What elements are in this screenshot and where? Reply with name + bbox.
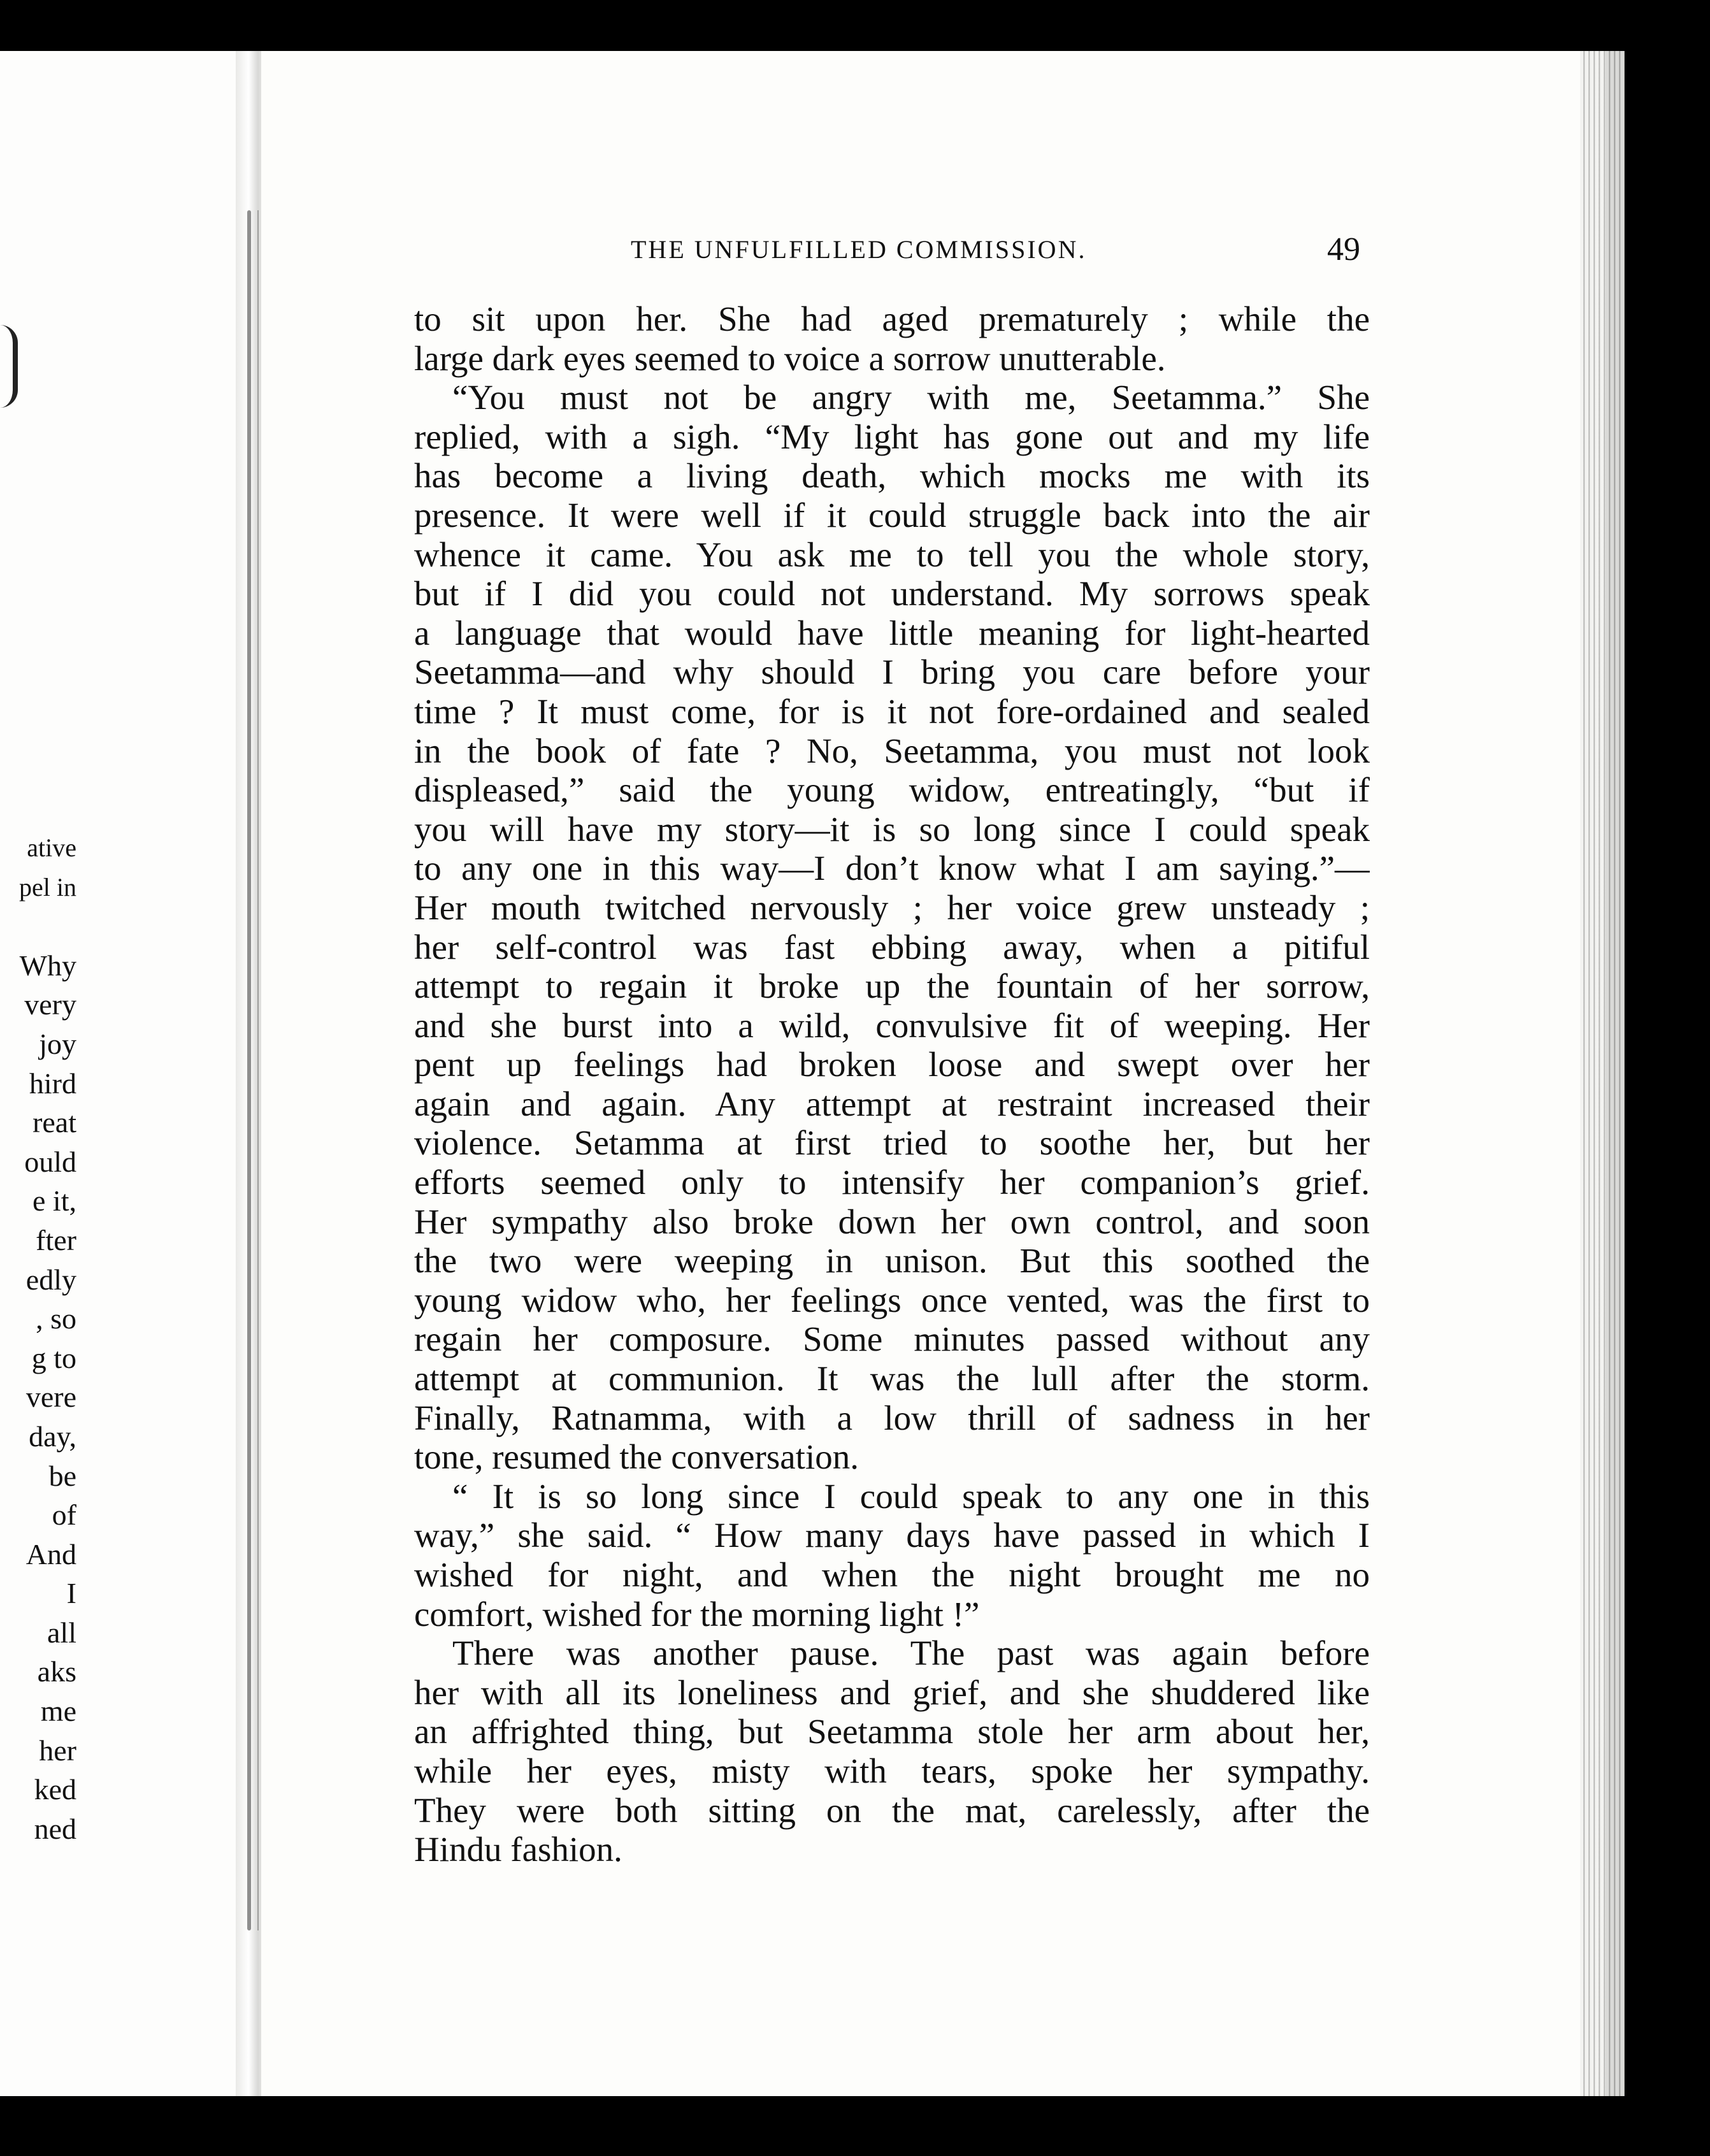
text-line: but if I did you could not understand. My sorrows speak: [414, 574, 1370, 614]
text-line: to any one in this way—I don’t know what I am saying.”—: [414, 849, 1370, 888]
text-line: her with all its loneliness and grief, and she shuddered like: [414, 1672, 1370, 1712]
left-page-fragment: ative: [27, 833, 76, 862]
text-line: a language that would have little meaning for light-hearted: [414, 613, 1370, 652]
text-line: wished for night, and when the night brought me no: [414, 1555, 1370, 1594]
left-page-fragment: vere: [25, 1381, 76, 1414]
left-page-fragment: all: [47, 1616, 76, 1649]
left-page-text-fragments: [0, 828, 76, 1848]
text-line: has become a living death, which mocks me with its: [414, 456, 1370, 496]
left-page-fragment: e it,: [32, 1184, 76, 1218]
left-page-fragment: ould: [24, 1145, 76, 1178]
text-line: There was another pause. The past was again before: [452, 1634, 1370, 1673]
text-line: “You must not be angry with me, Seetamma.” She: [452, 378, 1370, 417]
running-head: THE UNFULFILLED COMMISSION.: [631, 235, 1087, 264]
left-page-fragment: her: [39, 1734, 76, 1767]
text-line: replied, with a sigh. “My light has gone out and my life: [414, 417, 1370, 456]
page-stack-edge: [1580, 51, 1625, 2122]
left-page-fragment: , so: [36, 1302, 76, 1335]
left-page-fragment: Why: [19, 949, 76, 982]
left-page-fragment: day,: [29, 1419, 76, 1453]
left-page-fragment: me: [40, 1695, 76, 1728]
text-line: Hindu fashion.: [414, 1830, 622, 1869]
left-page-fragment: fter: [36, 1223, 76, 1256]
text-line: you will have my story—it is so long since I could speak: [414, 809, 1370, 849]
text-line: young widow who, her feelings once vented, was the first to: [414, 1280, 1370, 1319]
text-line: whence it came. You ask me to tell you the whole story,: [414, 535, 1370, 574]
scan-bottom-margin: [0, 2096, 1710, 2156]
text-line: tone, resumed the conversation.: [414, 1437, 859, 1477]
text-line: displeased,” said the young widow, entreatingly, “but if: [414, 770, 1370, 810]
text-line: time ? It must come, for is it not fore-ordained and sealed: [414, 691, 1370, 731]
left-page-fragment: pel in: [19, 872, 76, 902]
gutter-binding-edge: [257, 210, 259, 1930]
text-line: regain her composure. Some minutes passed without any: [414, 1319, 1370, 1359]
left-page-fragment: joy: [39, 1027, 76, 1060]
left-page-fragment: be: [48, 1459, 76, 1492]
body-text: [414, 299, 1370, 1869]
left-page-fragment: And: [25, 1537, 76, 1570]
text-line: They were both sitting on the mat, carelessly, after the: [414, 1790, 1370, 1830]
text-line: in the book of fate ? No, Seetamma, you must not look: [414, 731, 1370, 770]
left-page-fragment: of: [52, 1498, 76, 1532]
left-page-fragment: I: [66, 1577, 76, 1610]
left-page-fragment: very: [24, 988, 76, 1021]
text-line: and she burst into a wild, convulsive fit of weeping. Her: [414, 1005, 1370, 1045]
left-page-fragment: aks: [37, 1655, 76, 1688]
text-line: the two were weeping in unison. But this soothed the: [414, 1241, 1370, 1281]
left-page-fragment: ned: [34, 1812, 76, 1845]
page-number: 49: [1327, 231, 1360, 268]
left-page-fragment: [0, 907, 76, 946]
left-page-fragment: edly: [25, 1263, 76, 1296]
left-page-fragment: reat: [32, 1106, 76, 1139]
scan-right-margin: [1625, 51, 1710, 2156]
text-line: large dark eyes seemed to voice a sorrow unutterable.: [414, 338, 1166, 378]
left-page-fragment: hird: [29, 1067, 76, 1100]
text-line: presence. It were well if it could struggle back into the air: [414, 495, 1370, 535]
text-line: violence. Setamma at first tried to soothe her, but her: [414, 1123, 1370, 1163]
text-line: way,” she said. “ How many days have passed in which I: [414, 1516, 1370, 1555]
text-line: Her sympathy also broke down her own control, and soon: [414, 1202, 1370, 1241]
text-line: an affrighted thing, but Seetamma stole her arm about her,: [414, 1712, 1370, 1751]
text-line: comfort, wished for the morning light !”: [414, 1594, 980, 1634]
left-page-fragment: g to: [31, 1341, 76, 1374]
text-line: to sit upon her. She had aged prematurely ; while the: [414, 299, 1370, 338]
text-line: Her mouth twitched nervously ; her voice grew unsteady ;: [414, 888, 1370, 927]
text-line: pent up feelings had broken loose and swept over her: [414, 1045, 1370, 1084]
text-line: her self-control was fast ebbing away, when a pitiful: [414, 927, 1370, 967]
text-line: efforts seemed only to intensify her companion’s grief.: [414, 1163, 1370, 1202]
text-line: attempt to regain it broke up the fountain of her sorrow,: [414, 967, 1370, 1006]
text-line: Finally, Ratnamma, with a low thrill of sadness in her: [414, 1398, 1370, 1437]
text-line: attempt at communion. It was the lull after the storm.: [414, 1359, 1370, 1398]
text-line: Seetamma—and why should I bring you care before your: [414, 652, 1370, 692]
gutter-binding-shadow: [247, 210, 251, 1930]
text-line: again and again. Any attempt at restraint increased their: [414, 1084, 1370, 1123]
left-page-ornament-fragment: [0, 325, 18, 408]
text-line: while her eyes, misty with tears, spoke her sympathy.: [414, 1751, 1370, 1790]
left-page-fragment: ked: [34, 1773, 76, 1806]
text-line: “ It is so long since I could speak to any one in this: [452, 1476, 1370, 1516]
